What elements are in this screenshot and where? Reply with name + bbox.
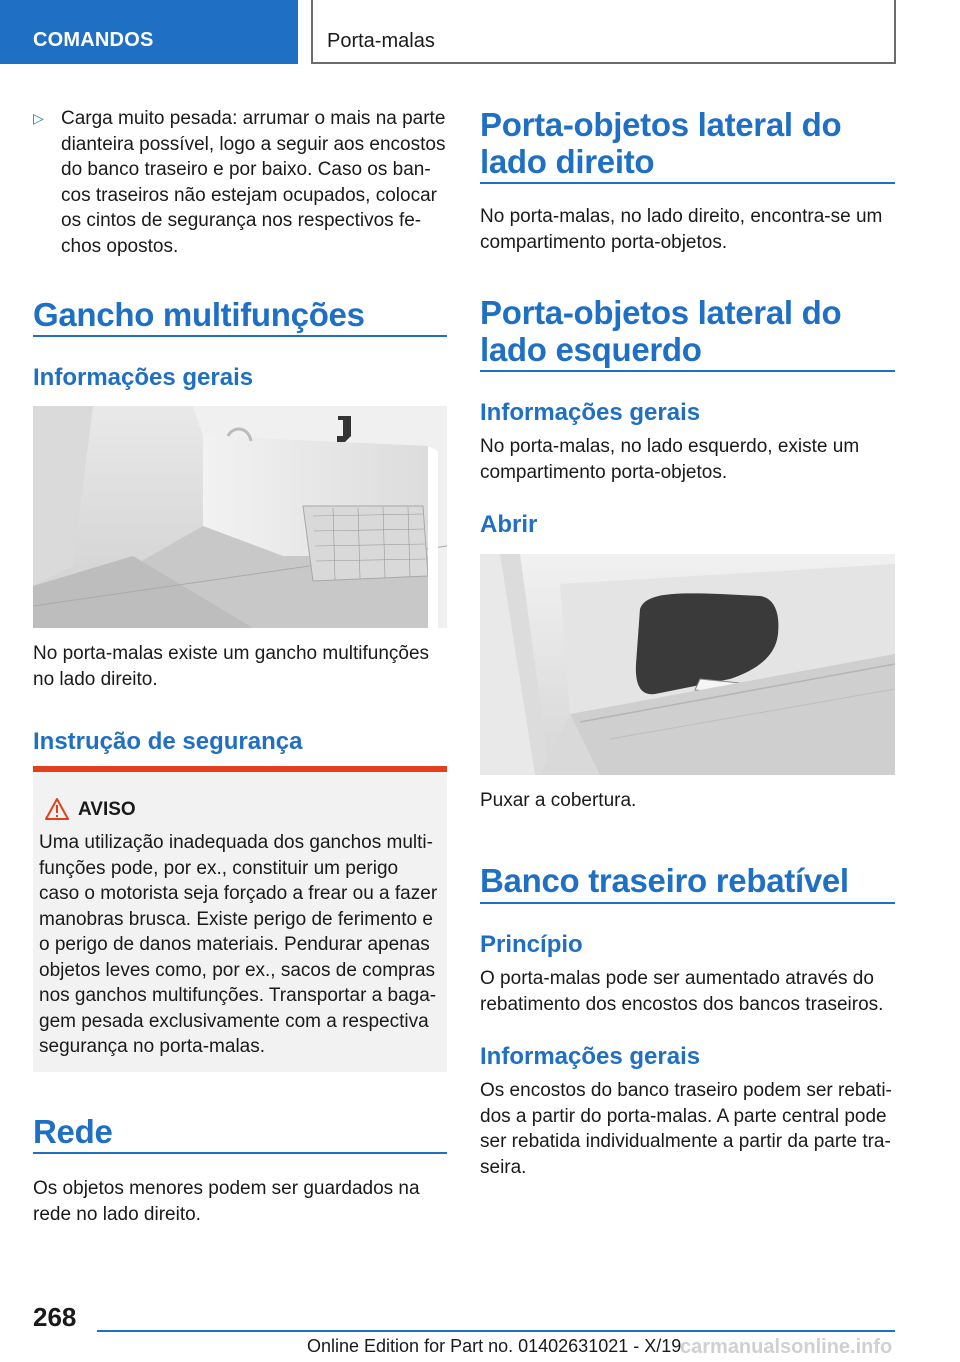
text-line: dos a partir do porta-malas. A parte central pode (480, 1105, 887, 1127)
heading-rule (33, 335, 447, 337)
subheading-info-gerais: Informações gerais (33, 364, 254, 391)
heading-rule (480, 182, 895, 184)
warning-triangle-icon (45, 798, 69, 820)
heading-rule (480, 902, 895, 904)
header-chapter-box (311, 0, 896, 64)
heading-porta-objetos-esquerdo (480, 294, 841, 368)
text-line: No porta-malas, no lado esquerdo, existe um (480, 436, 860, 457)
subheading-info-gerais-2: Informações gerais (480, 1043, 701, 1070)
text-line: Carga muito pesada: arrumar o mais na parte (61, 108, 446, 129)
header-section-tab (0, 0, 298, 64)
text-line: no lado direito. (33, 668, 158, 690)
heading-line: Porta-objetos lateral do (480, 294, 842, 331)
text-line: funções pode, por ex., constituir um perigo (39, 857, 399, 879)
info2-paragraph (480, 1078, 900, 1180)
text-line: Uma utilização inadequada dos ganchos multi‐ (39, 832, 433, 853)
text-line: seira. (480, 1156, 527, 1178)
text-line: chos opostos. (61, 235, 179, 257)
rede-paragraph (33, 1176, 447, 1227)
header-chapter-title: Porta-malas (327, 30, 435, 52)
heading-rule (480, 370, 895, 372)
page-number: 268 (33, 1302, 77, 1332)
text-line: compartimento porta-objetos. (480, 461, 728, 483)
warning-box (33, 766, 447, 1072)
principio-paragraph (480, 966, 895, 1017)
text-line: cos traseiros não estejam ocupados, colocar (61, 184, 437, 206)
abrir-caption: Puxar a cobertura. (480, 790, 637, 811)
text-line: dianteira possível, logo a seguir aos encostos (61, 133, 446, 155)
text-line: ser rebatida individualmente a partir da parte tra‐ (480, 1131, 891, 1152)
text-line: os cintos de segurança nos respectivos fe‐ (61, 210, 422, 231)
footer-edition: Online Edition for Part no. 01402631021 - X/19 (307, 1336, 682, 1356)
text-line: No porta-malas existe um gancho multifunções (33, 643, 430, 664)
gancho-paragraph (33, 641, 447, 692)
heading-line: Porta-objetos lateral do (480, 106, 842, 143)
heading-line: lado direito (480, 143, 655, 180)
side-compartment-image (480, 554, 895, 775)
bullet-text (61, 106, 451, 259)
heading-banco-traseiro: Banco traseiro rebatível (480, 862, 849, 899)
header-section-label: COMANDOS (33, 29, 154, 51)
subheading-seguranca: Instrução de segurança (33, 728, 303, 755)
text-line: rede no lado direito. (33, 1203, 201, 1225)
warning-text (39, 830, 443, 1060)
heading-rede: Rede (33, 1113, 113, 1150)
text-line: rebatimento dos encostos dos bancos traseiros. (480, 993, 884, 1015)
subheading-principio: Princípio (480, 931, 583, 958)
warning-title: AVISO (78, 799, 136, 820)
text-line: nos ganchos multifunções. Transportar a baga‐ (39, 985, 437, 1006)
text-line: Os encostos do banco traseiro podem ser rebati‐ (480, 1080, 892, 1101)
footer-rule (97, 1330, 895, 1332)
heading-rule (33, 1152, 447, 1154)
trunk-hook-image (33, 406, 447, 628)
footer-watermark: carmanualsonline.info (680, 1336, 893, 1358)
text-line: objetos leves como, por ex., sacos de compras (39, 959, 436, 981)
subheading-info-gerais-right: Informações gerais (480, 399, 701, 426)
heading-gancho: Gancho multifunções (33, 296, 365, 333)
heading-porta-objetos-direito (480, 106, 841, 180)
text-line: segurança no porta-malas. (39, 1036, 266, 1057)
text-line: compartimento porta-objetos. (480, 231, 728, 253)
subheading-abrir: Abrir (480, 511, 538, 538)
text-line: gem pesada exclusivamente com a respectiva (39, 1010, 429, 1032)
text-line: Os objetos menores podem ser guardados na (33, 1178, 420, 1199)
text-line: No porta-malas, no lado direito, encontra-se um (480, 206, 883, 227)
text-line: o perigo de danos materiais. Pendurar apenas (39, 934, 430, 955)
text-line: O porta-malas pode ser aumentado através do (480, 968, 874, 989)
text-line: do banco traseiro e por baixo. Caso os ban‐ (61, 159, 431, 180)
heading-line: lado esquerdo (480, 331, 702, 368)
text-line: manobras brusca. Existe perigo de ferimento e (39, 908, 433, 930)
esquerdo-paragraph (480, 434, 895, 485)
bullet-triangle-icon: ▷ (33, 110, 44, 126)
direito-paragraph (480, 204, 895, 255)
text-line: caso o motorista seja forçado a frear ou a fazer (39, 883, 438, 904)
